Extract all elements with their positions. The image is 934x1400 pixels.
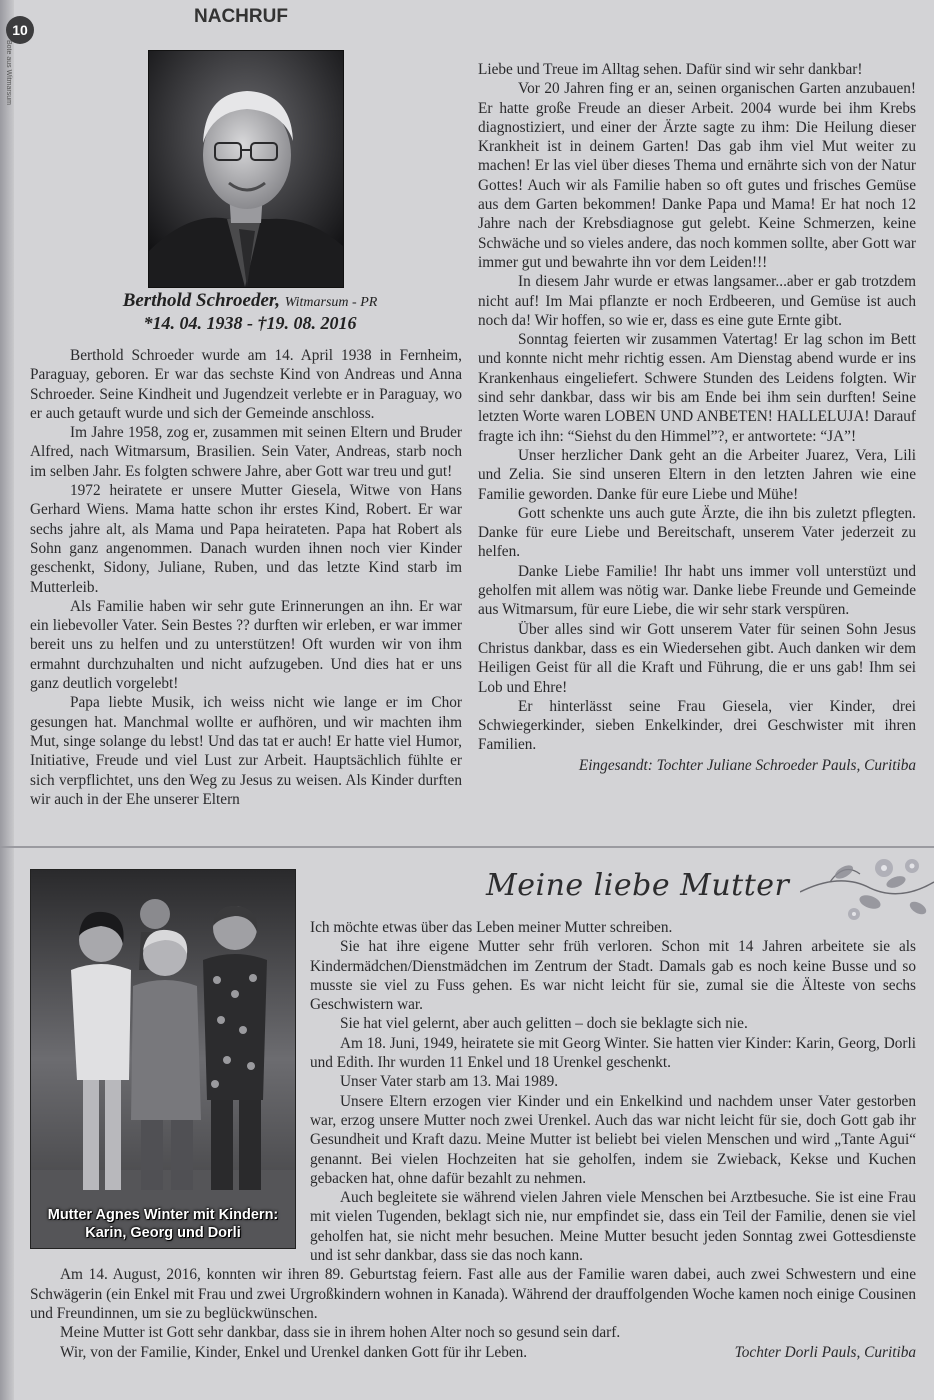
paragraph: Vor 20 Jahren fing er an, seinen organischen Garten anzubauen! Er hatte große Freude an dieser Arbeit. 2004 wurde bei ihm Krebs diagnostiziert, und einer der Ärzte sagte zu ihm: Die Heilung dieser Krankheit ist in deinem Garten! Das gab ihm viel Mut weiter zu machen! Er las viel über dieses Thema und ernährte sich von der Natur Gottes! Auch wir als Familie haben so oft gutes und frisches Gemüse aus dem Garten bekommen! Danke Papa und Mama! Er hat noch 12 Jahre nach der Krebsdiagnose gut gelebt. Keine Schmerzen, keine Schwäche und so vieles andere, das noch kommen sollte, aber Gott war immer gut und bewahrte ihn vor dem Leiden!!! [478,80,916,271]
paragraph: Im Jahre 1958, zog er, zusammen mit seinen Eltern und Bruder Alfred, nach Witmarsum, Brasilien. Sein Vater, Andreas, starb noch im selben Jahr. Es folgten schwere Jahre, aber Gott war treu und gut! [30,424,462,480]
paragraph: Unsere Eltern erzogen vier Kinder und ein Enkelkind und nachdem unser Vater gestorben war, erzog unsere Mutter noch zwei Urenkel. Auch das war nicht leicht für sie, doch Gott gab ihr Gesundheit und Kraft dazu. Meine Mutter ist beliebt bei vielen Menschen und wird „Tante Agui“ genannt. Bei vielen Hochzeiten hat sie geholfen, indem sie Zwieback, Kekse und Kuchen gebacken hat, ohne dafür bezahlt zu nehmen. [310,1092,916,1187]
paragraph: Ich möchte etwas über das Leben meiner Mutter schreiben. [310,919,673,936]
mutter-signature: Tochter Dorli Pauls, Curitiba [734,1343,916,1361]
obituary-left-column [30,346,462,809]
obituary-name: Berthold Schroeder, [122,290,280,311]
paragraph: Meine Mutter ist Gott sehr dankbar, dass sie in ihrem hohen Alter noch so gesund sein darf. [60,1324,621,1342]
paragraph: Sie hat ihre eigene Mutter sehr früh verloren. Schon mit 14 Jahren arbeitete sie als Kindermädchen/Dienstmädchen im Zentrum der Stadt. Damals gab es noch keine Busse und so musste sie viel zu Fuss gehen. Es war nicht leicht für sie, zumal sie die Älteste von sechs Geschwistern war. [310,938,916,1014]
section-title: NACHRUF [194,6,288,27]
paragraph: Sonntag feierten wir zusammen Vatertag! Er lag schon im Bett und konnte nicht mehr richtig essen. Am Dienstag abend wurde er ins Krankenhaus eingeliefert. Schwere Stunden des Leidens folgten. Wir sind sehr dankbar, dass wir bis am Ende bei ihm sein durften! Seine letzten Worte waren LOBEN UND ANBETEN! HALLELUJA! Darauf fragte ich ihn: “Siehst du den Himmel”?, er antwortete: “JA”! [478,331,916,445]
photo-wrap-space [30,918,310,1254]
paragraph: Am 18. Juni, 1949, heiratete sie mit Georg Winter. Sie hatten vier Kinder: Karin, Georg, Dorli und Edith. Ihr wurden 11 Enkel und 18 Urenkel geschenkt. [310,1034,916,1072]
paragraph: Sie hat viel gelernt, aber auch gelitten – doch sie beklagte sich nie. [340,1015,748,1033]
paragraph: Als Familie haben wir sehr gute Erinnerungen an ihn. Er war ein liebevoller Vater. Sein Bestes ?? durften wir erleben, er war immer bereit uns zu helfen und zu unterstützen! Oft wurden wir von ihm ermahnt durchzuhalten und nicht aufzugeben. Und dies hat er uns ganz deutlich vorgelebt! [30,597,462,693]
page-gutter [0,0,14,1400]
obituary-dates: *14. 04. 1938 - †19. 08. 2016 [143,313,357,333]
mutter-title: Meine liebe Mutter [486,868,790,903]
paragraph: Unser Vater starb am 13. Mai 1989. [340,1073,559,1091]
mutter-article-text [30,918,916,1362]
caption-line-2: Karin, Georg und Dorli [85,1225,241,1241]
caption-line-1: Mutter Agnes Winter mit Kindern: [47,1207,279,1223]
paragraph: Danke Liebe Familie! Ihr habt uns immer voll unterstüzt und geholfen mit allem was nötig war. Danke liebe Freunde und Gemeinde aus Witmarsum, für eure Liebe, die wir sehr stark verspüren. [478,562,916,619]
obituary-place: Witmarsum - PR [284,295,378,310]
paragraph: Berthold Schroeder wurde am 14. April 1938 in Fernheim, Paraguay, geboren. Er war das sechste Kind von Andreas und Anna Schroeder. Seine Kindheit und Jugendzeit verlebte er in Paraguay, wo er auch getauft wurde und sich der Gemeinde anschloss. [30,347,462,422]
paragraph [30,1343,916,1362]
paragraph: Papa liebte Musik, ich weiss nicht wie lange er im Chor gesungen hat. Manchmal wollte er aufhören, und wir machten ihm Mut, singe solange du lebst! Und das tat er auch! Er hatte viel Humor, Initiative, Freude und viel Lust zur Arbeit. Hauptsächlich fühlte er sich verpflichtet, uns den Weg zu Jesus zu weisen. Als Kinder durften wir auch in der Ehe unserer Eltern [30,694,462,808]
page-number: 10 [6,16,34,44]
paragraph: Am 14. August, 2016, konnten wir ihren 89. Geburtstag feiern. Fast alle aus der Familie waren dabei, auch zwei Schwestern und eine Schwägerin (ein Enkel mit Frau und zwei Urgroßkindern wohnen in Kanada). Während der drauffolgenden Woche kamen noch einige Cousinen und Freundinnen, um sie zu beglückwünschen. [30,1266,916,1322]
obituary-name-line [60,290,440,312]
paragraph: In diesem Jahr wurde er etwas langsamer...aber er gab trotzdem nicht auf! Im Mai pflanzte er noch Erdbeeren, und Gemüse ist auch noch da! Wir hoffen, so wie er, dass es eine gute Ernte gibt. [478,273,916,329]
paragraph: Liebe und Treue im Alltag sehen. Dafür sind wir sehr dankbar! [478,61,863,78]
paragraph: Auch begleitete sie während vielen Jahren viele Menschen bei Arztbesuche. Sie ist eine Frau mit vielen Tugenden, beklagt sich nie, nur empfindet sie, dass ein Teil der Familie, denen sie viel geholfen hat, sie nicht mehr besuchen. Meine Mutter besucht jeden Sonntag zwei Gottesdienste und ist sehr dankbar, dass sie das noch kann. [310,1189,916,1265]
section-divider [0,846,934,848]
obituary-signature: Eingesandt: Tochter Juliane Schroeder Pauls, Curitiba [578,756,916,774]
paragraph: Er hinterlässt seine Frau Giesela, vier Kinder, drei Schwiegerkinder, sieben Enkelkinder, drei Geschwister mit ihren Familien. [478,697,916,754]
closing-sentence: Wir, von der Familie, Kinder, Enkel und Urenkel danken Gott für ihr Leben. [60,1343,528,1361]
paragraph: Über alles sind wir Gott unserem Vater für seinen Sohn Jesus Christus dankbar, dass es ein Wiedersehen gibt. Auch danken wir dem Heiligen Geist für all die Kraft und Führung, die er uns gab! Ihm sei Lob und Ehre! [478,620,916,696]
paragraph: 1972 heiratete er unsere Mutter Giesela, Witwe von Hans Gerhard Wiens. Mama hatte schon ihr erstes Kind, Robert. Er war sechs jahre alt, als Mama und Papa heirateten. Papa hat Robert als Sohn ganz angenommen. Danach wurden ihnen noch vier Kinder geschenkt, Sidony, Juliane, Ruben, und das letzte Kind starb im Mutterleib. [30,482,462,596]
obituary-right-column [478,60,916,775]
gutter-text: Bote aus Witmarsum [5,40,12,105]
paragraph: Unser herzlicher Dank geht an die Arbeiter Juarez, Vera, Lili und Zelia. Sie sind unseren Eltern in den letzten Jahren wie eine Familie geworden. Danke für eure Liebe und Mühe! [478,446,916,503]
portrait-photo [148,50,344,288]
paragraph: Gott schenkte uns auch gute Ärzte, die ihn bis zuletzt pflegten. Danke für eure Liebe und Bereitschaft, unserem Vater jederzeit zu helfen. [478,504,916,561]
